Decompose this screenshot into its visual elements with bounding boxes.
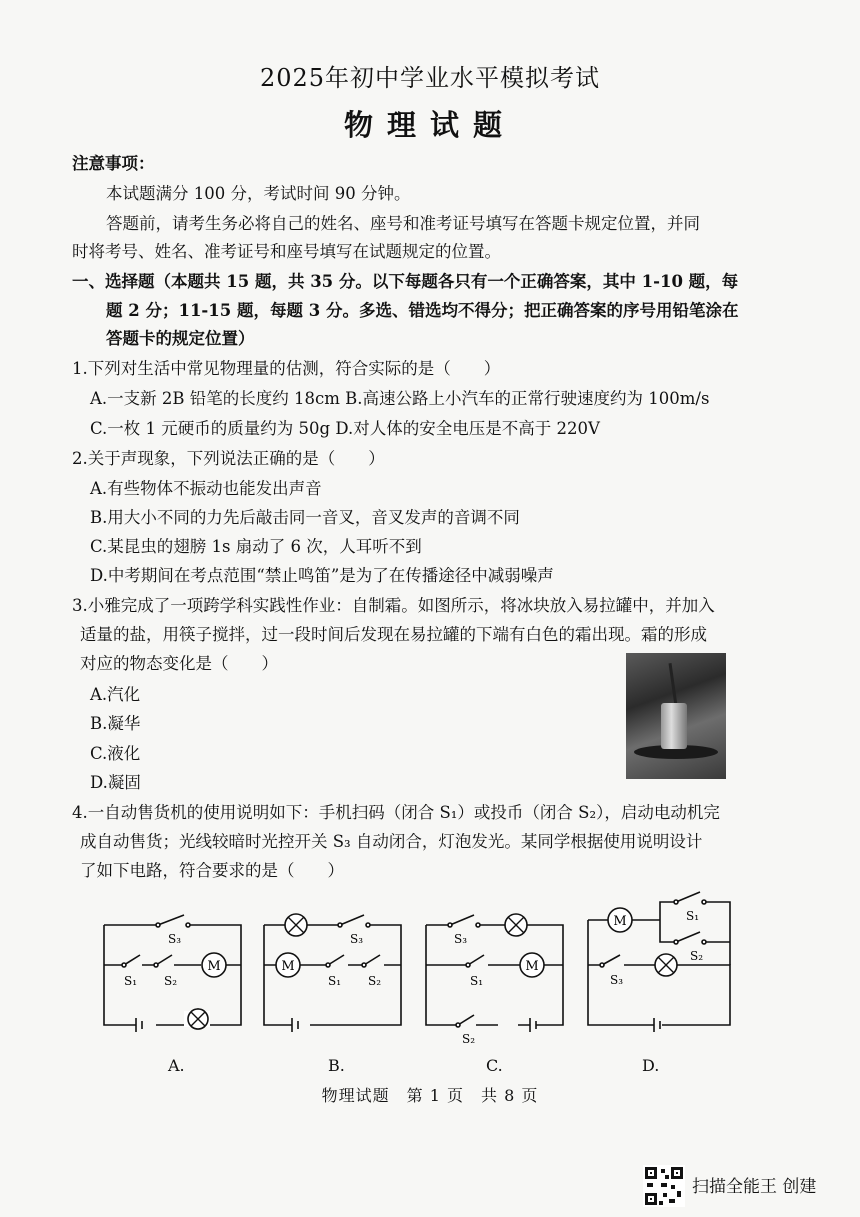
motor-label: M: [207, 959, 221, 974]
section1-line-3: 答题卡的规定位置）: [106, 329, 255, 348]
q3-line-3: 对应的物态变化是（ ）: [80, 654, 278, 673]
frost-experiment-photo: [626, 653, 726, 779]
motor-label: M: [281, 959, 295, 974]
exam-title: 2025年初中学业水平模拟考试: [259, 64, 601, 92]
q2-option-d: D.中考期间在考点范围“禁止鸣笛”是为了在传播途径中减弱噪声: [90, 566, 554, 585]
scanner-watermark: 扫描全能王 创建: [692, 1177, 817, 1197]
notice-line-2b: 时将考号、姓名、准考证号和座号填写在试题规定的位置。: [72, 242, 501, 261]
q4-line-3: 了如下电路，符合要求的是（ ）: [80, 861, 344, 880]
option-label-a: A.: [168, 1056, 185, 1075]
switch-s1-label: S₁: [470, 974, 484, 988]
notice-line-2a: 答题前，请考生务必将自己的姓名、座号和准考证号填写在答题卡规定位置，并同: [106, 214, 700, 233]
q3-line-2: 适量的盐，用筷子搅拌，过一段时间后发现在易拉罐的下端有白色的霜出现。霜的形成: [80, 625, 707, 644]
option-label-c: C.: [486, 1056, 503, 1075]
section1-line-2: 题 2 分；11-15 题，每题 3 分。多选、错选均不得分；把正确答案的序号用铅笔涂在: [106, 301, 739, 320]
q3-option-c: C.液化: [90, 744, 141, 763]
q2-stem: 2.关于声现象，下列说法正确的是（ ）: [72, 449, 385, 468]
notice-heading: 注意事项：: [72, 154, 155, 173]
motor-label: M: [613, 914, 627, 929]
q1-stem: 1.下列对生活中常见物理量的估测，符合实际的是（ ）: [72, 359, 501, 378]
circuit-d: [580, 880, 740, 1040]
switch-s3-label: S₃: [350, 932, 364, 946]
motor-label: M: [525, 959, 539, 974]
switch-s2-label: S₂: [164, 974, 178, 988]
notice-line-1: 本试题满分 100 分，考试时间 90 分钟。: [106, 184, 411, 203]
circuit-b: [256, 885, 406, 1035]
section1-line-1: 一、选择题（本题共 15 题，共 35 分。以下每题各只有一个正确答案，其中 1-10 题，每: [72, 272, 739, 291]
switch-s3-label: S₃: [610, 973, 624, 987]
switch-s1-label: S₁: [124, 974, 138, 988]
switch-s2-label: S₂: [368, 974, 382, 988]
q2-option-c: C.某昆虫的翅膀 1s 扇动了 6 次，人耳听不到: [90, 537, 422, 556]
q3-option-a: A.汽化: [90, 685, 141, 704]
circuit-a: [96, 885, 246, 1035]
q3-option-b: B.凝华: [90, 714, 141, 733]
switch-s3-label: S₃: [454, 932, 468, 946]
page-footer: 物理试题 第 1 页 共 8 页: [321, 1086, 539, 1105]
q3-line-1: 3.小雅完成了一项跨学科实践性作业：自制霜。如图所示，将冰块放入易拉罐中，并加入: [72, 596, 715, 615]
option-label-b: B.: [328, 1056, 345, 1075]
switch-s2-label: S₂: [690, 949, 704, 963]
switch-s3-label: S₃: [168, 932, 182, 946]
q4-line-2: 成自动售货；光线较暗时光控开关 S₃ 自动闭合，灯泡发光。某同学根据使用说明设计: [80, 832, 703, 851]
option-label-d: D.: [642, 1056, 660, 1075]
q4-line-1: 4.一自动售货机的使用说明如下：手机扫码（闭合 S₁）或投币（闭合 S₂），启动电动机完: [72, 803, 720, 822]
circuit-c: [418, 885, 568, 1045]
q3-option-d: D.凝固: [90, 773, 141, 792]
switch-s1-label: S₁: [686, 909, 700, 923]
subject-title: 物理试题: [343, 108, 516, 142]
q1-options-ab: A.一支新 2B 铅笔的长度约 18cm B.高速公路上小汽车的正常行驶速度约为 100m/s: [90, 389, 710, 408]
qr-code-icon: [643, 1165, 685, 1207]
switch-s1-label: S₁: [328, 974, 342, 988]
switch-s2-label: S₂: [462, 1032, 476, 1045]
q2-option-b: B.用大小不同的力先后敲击同一音叉，音叉发声的音调不同: [90, 508, 520, 527]
q1-options-cd: C.一枚 1 元硬币的质量约为 50g D.对人体的安全电压是不高于 220V: [90, 419, 600, 438]
q2-option-a: A.有些物体不振动也能发出声音: [90, 479, 322, 498]
